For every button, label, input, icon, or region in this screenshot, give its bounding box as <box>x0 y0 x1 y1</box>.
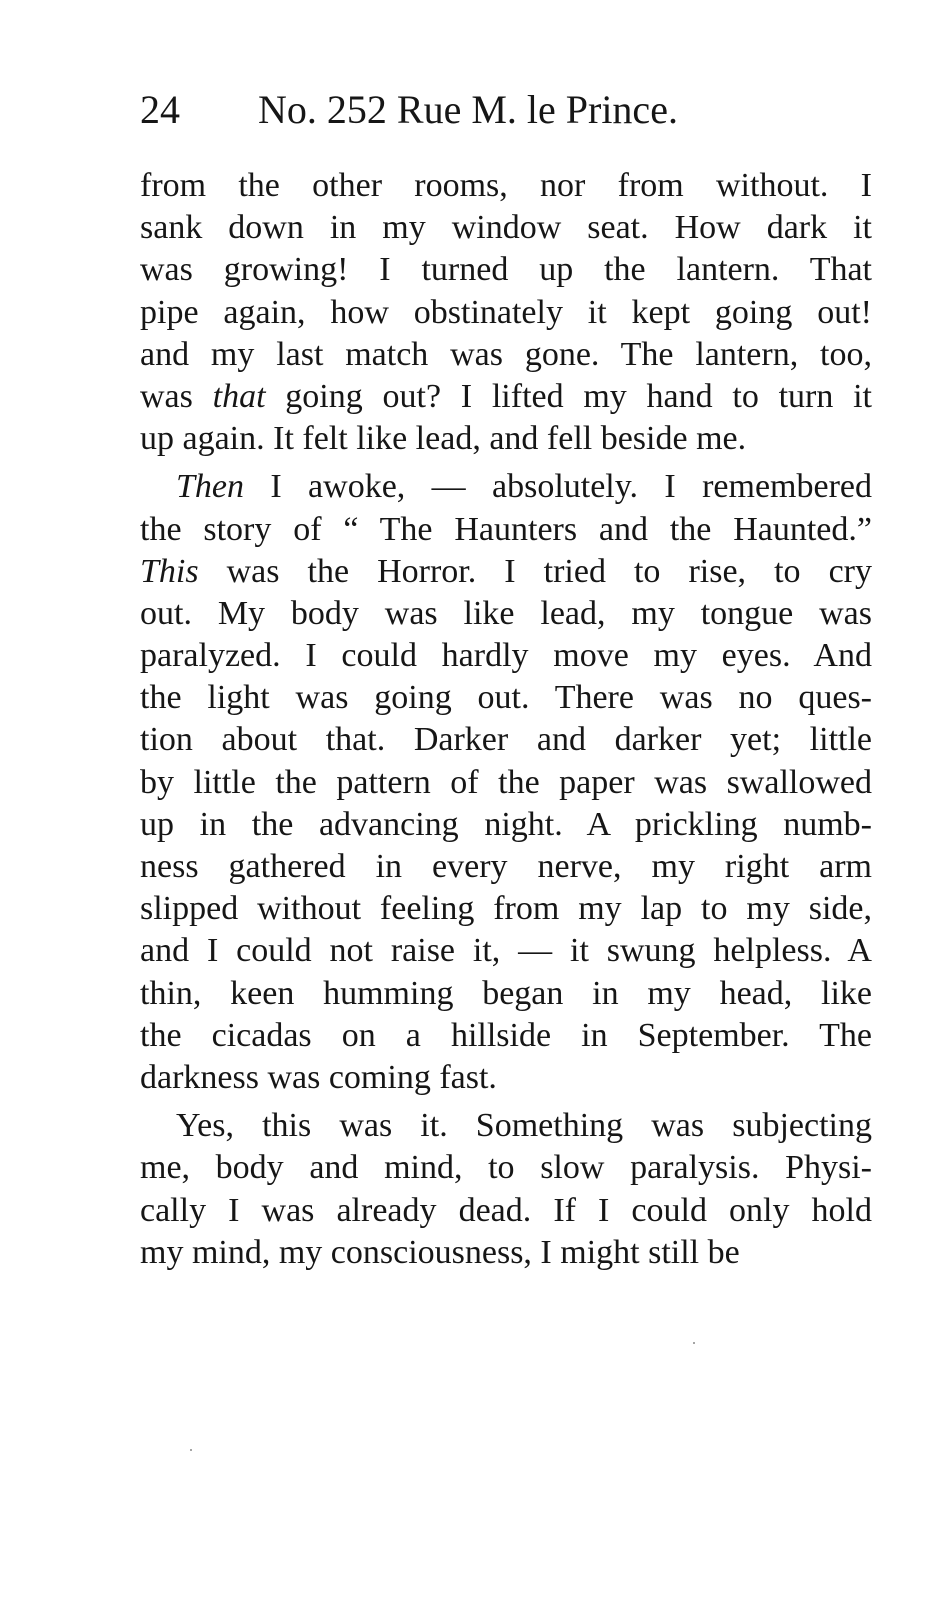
body-text <box>140 165 872 1274</box>
text-line <box>140 762 872 804</box>
text-line <box>140 466 872 508</box>
running-head <box>140 82 880 138</box>
text-run: the light was going out. There was no ques- <box>140 679 872 717</box>
text-run: the story of “ The Haunters and the Haunted.” <box>140 510 872 548</box>
text-run: up in the advancing night. A prickling numb- <box>140 805 872 843</box>
text-line <box>140 1147 872 1189</box>
text-run: was growing! I turned up the lantern. That <box>140 251 872 289</box>
text-line <box>140 292 872 334</box>
text-run: paralyzed. I could hardly move my eyes. And <box>140 637 872 675</box>
text-line <box>140 593 872 635</box>
text-line <box>140 376 872 418</box>
text-run: slipped without feeling from my lap to my side, <box>140 890 872 928</box>
text-run: sank down in my window seat. How dark it <box>140 209 872 247</box>
text-run: pipe again, how obstinately it kept going out! <box>140 293 872 331</box>
text-line <box>140 677 872 719</box>
page-number: 24 <box>140 87 180 132</box>
text-run: by little the pattern of the paper was swallowed <box>140 763 872 801</box>
text-run: tion about that. Darker and darker yet; little <box>140 721 872 759</box>
text-run: darkness was coming fast. <box>140 1058 497 1096</box>
text-run: going out? I lifted my hand to turn it <box>265 377 872 415</box>
text-line <box>140 1190 872 1232</box>
text-line <box>140 551 872 593</box>
text-run: Yes, this was it. Something was subjecting <box>176 1107 872 1145</box>
text-line <box>140 1057 872 1099</box>
text-run: my mind, my consciousness, I might still be <box>140 1233 740 1271</box>
text-line <box>140 249 872 291</box>
text-run: I awoke, — absolutely. I remembered <box>244 468 872 506</box>
italic-word: that <box>212 377 266 415</box>
text-line <box>140 888 872 930</box>
paragraph <box>140 466 872 1099</box>
paper-speck <box>190 1449 192 1451</box>
text-line <box>140 930 872 972</box>
italic-word: This <box>140 552 199 590</box>
paragraph <box>140 1105 872 1274</box>
text-line <box>140 334 872 376</box>
text-run: ness gathered in every nerve, my right arm <box>140 848 872 885</box>
text-run: me, body and mind, to slow paralysis. Physi- <box>140 1149 872 1187</box>
text-line <box>140 207 872 249</box>
text-line <box>140 804 872 846</box>
italic-word: Then <box>176 468 244 506</box>
text-run: and my last match was gone. The lantern, too, <box>140 335 872 373</box>
text-line <box>140 1105 872 1147</box>
running-title: No. 252 Rue M. le Prince. <box>258 87 678 132</box>
text-line <box>140 418 872 460</box>
text-line <box>140 635 872 677</box>
text-line <box>140 973 872 1015</box>
text-run: and I could not raise it, — it swung helpless. A <box>140 932 872 970</box>
text-line <box>140 719 872 761</box>
text-run: out. My body was like lead, my tongue was <box>140 594 872 632</box>
text-line <box>140 1015 872 1057</box>
text-run: was the Horror. I tried to rise, to cry <box>198 552 872 590</box>
paper-speck <box>693 1342 695 1344</box>
text-line <box>140 1232 872 1274</box>
text-line <box>140 165 872 207</box>
text-run: cally I was already dead. If I could only hold <box>140 1191 872 1229</box>
text-run: thin, keen humming began in my head, like <box>140 974 872 1012</box>
text-run: was <box>140 377 213 415</box>
text-run: up again. It felt like lead, and fell beside me. <box>140 420 747 458</box>
paragraph <box>140 165 872 460</box>
text-line <box>140 509 872 551</box>
text-run: from the other rooms, nor from without. I <box>140 167 872 204</box>
text-line <box>140 846 872 888</box>
text-run: the cicadas on a hillside in September. The <box>140 1016 872 1054</box>
